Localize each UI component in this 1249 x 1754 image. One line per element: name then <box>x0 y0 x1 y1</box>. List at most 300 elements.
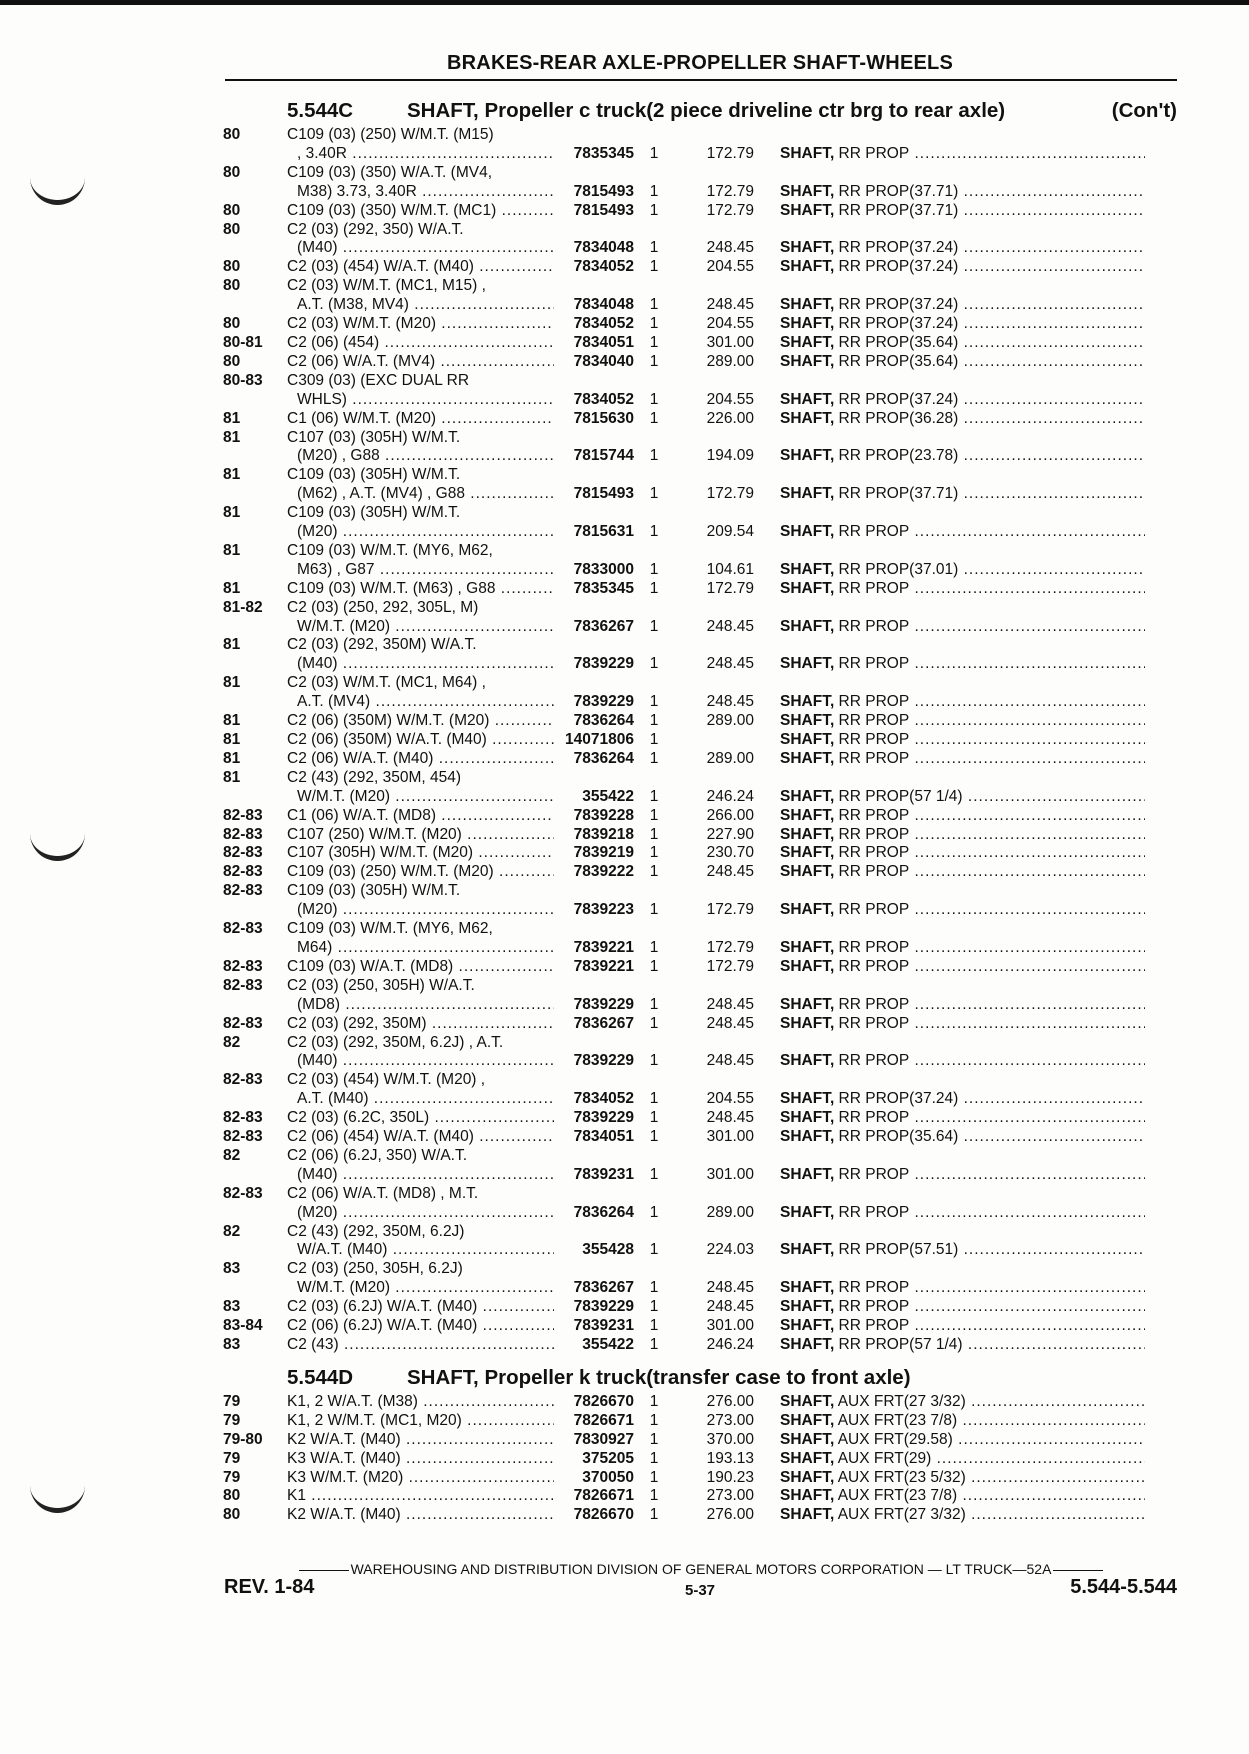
application-description <box>287 277 554 315</box>
part-name-noun: SHAFT, <box>780 957 835 975</box>
footer-division: WAREHOUSING AND DISTRIBUTION DIVISION OF GENERAL MOTORS CORPORATION — LT TRUCK—52A <box>350 1561 1052 1577</box>
part-name-spec: RR PROP <box>834 995 910 1013</box>
model-year: 82-83 <box>223 844 263 862</box>
page-top-border <box>0 0 1249 5</box>
quantity: 1 <box>649 901 659 919</box>
application-description <box>287 731 554 750</box>
model-year: 82-83 <box>223 863 263 881</box>
table-row <box>223 1487 1183 1506</box>
description-line: M64) ..... <box>287 939 554 958</box>
part-name <box>754 1166 1145 1185</box>
price: 172.79 <box>706 938 754 956</box>
application-description <box>287 221 554 259</box>
part-number: 7839229 <box>573 1052 634 1070</box>
part-name-noun: SHAFT, <box>780 749 835 767</box>
section-header <box>223 96 1183 126</box>
description-line: C2 (03) W/M.T. (MC1, M64) , <box>287 674 486 692</box>
part-name-noun: SHAFT, <box>780 296 835 314</box>
price: 172.79 <box>706 144 754 162</box>
application-description <box>287 750 554 769</box>
part-name <box>754 1052 1145 1071</box>
table-row <box>223 334 1183 353</box>
description-line: M63) , G87 ..... <box>287 561 554 580</box>
price: 289.00 <box>706 352 754 370</box>
description-line: K3 W/A.T. (M40) ..... <box>287 1450 554 1469</box>
description-line: C2 (03) (292, 350M) W/A.T. <box>287 636 477 654</box>
application-description <box>287 769 554 807</box>
application-description <box>287 863 554 882</box>
application-description <box>287 826 554 845</box>
price: 248.45 <box>706 655 754 673</box>
table-row <box>223 353 1183 372</box>
quantity: 1 <box>649 712 659 730</box>
part-number: 14071806 <box>565 731 634 748</box>
model-year: 79 <box>223 1411 241 1429</box>
part-name-noun: SHAFT, <box>780 1411 835 1429</box>
part-number: 7833000 <box>573 560 634 578</box>
part-name <box>754 353 1145 372</box>
part-number: 355422 <box>582 1336 634 1353</box>
price: 172.79 <box>706 485 754 503</box>
table-row <box>223 580 1183 599</box>
model-year: 81 <box>223 636 241 654</box>
part-name-spec: RR PROP(37.71) <box>834 201 959 219</box>
price: 289.00 <box>706 749 754 767</box>
model-year: 80 <box>223 277 241 295</box>
table-row <box>223 1336 1183 1355</box>
application-description <box>287 1431 554 1450</box>
price: 230.70 <box>706 844 754 862</box>
description-line: C109 (03) W/M.T. (M63) , G88 ..... <box>287 580 554 599</box>
part-number: 375205 <box>582 1449 634 1467</box>
part-number: 355428 <box>582 1241 634 1259</box>
table-row <box>223 599 1183 637</box>
model-year: 80 <box>223 1506 241 1524</box>
part-number: 7839221 <box>573 957 634 975</box>
table-row <box>223 1128 1183 1147</box>
table-row <box>223 258 1183 277</box>
model-year: 82 <box>223 1146 241 1164</box>
part-name-spec: RR PROP(37.01) <box>834 560 959 578</box>
part-name-spec: RR PROP <box>834 901 910 919</box>
part-name-noun: SHAFT, <box>780 352 835 370</box>
part-number: 7836267 <box>573 617 634 635</box>
application-description <box>287 1109 554 1128</box>
table-row <box>223 277 1183 315</box>
table-row <box>223 1260 1183 1298</box>
application-description <box>287 844 554 863</box>
application-description <box>287 542 554 580</box>
application-description <box>287 372 554 410</box>
quantity: 1 <box>649 1317 659 1335</box>
quantity: 1 <box>649 1487 659 1505</box>
part-name-spec: AUX FRT(27 3/32) <box>834 1392 966 1410</box>
table-row <box>223 1034 1183 1072</box>
description-line: C107 (305H) W/M.T. (M20) ..... <box>287 844 554 863</box>
description-line: C2 (06) (6.2J, 350) W/A.T. <box>287 1146 468 1164</box>
section-title: SHAFT, Propeller c truck(2 piece driveline ctr brg to rear axle) <box>407 99 1006 122</box>
quantity: 1 <box>649 1336 659 1353</box>
part-name <box>754 1431 1145 1450</box>
part-name <box>754 788 1145 807</box>
part-number: 7826671 <box>573 1411 634 1429</box>
model-year: 83 <box>223 1336 241 1353</box>
quantity: 1 <box>649 560 659 578</box>
part-name <box>754 712 1145 731</box>
section-code: 5.544D <box>287 1365 354 1389</box>
description-line: C2 (03) (292, 350M) ..... <box>287 1015 554 1034</box>
quantity: 1 <box>649 1449 659 1467</box>
model-year: 82-83 <box>223 1014 263 1032</box>
part-name-spec: RR PROP <box>834 731 910 748</box>
price: 248.45 <box>706 1298 754 1316</box>
part-name-noun: SHAFT, <box>780 693 835 711</box>
price: 227.90 <box>706 825 754 843</box>
application-description <box>287 1185 554 1223</box>
model-year: 81 <box>223 749 241 767</box>
part-name-spec: RR PROP <box>834 749 910 767</box>
quantity: 1 <box>649 693 659 711</box>
table-row <box>223 1506 1183 1525</box>
description-line: (M20) , G88 ..... <box>287 447 554 466</box>
description-line: K1, 2 W/A.T. (M38) ..... <box>287 1393 554 1412</box>
part-number: 7839229 <box>573 693 634 711</box>
quantity: 1 <box>649 1052 659 1070</box>
quantity: 1 <box>649 655 659 673</box>
part-name <box>754 958 1145 977</box>
table-row <box>223 1015 1183 1034</box>
quantity: 1 <box>649 938 659 956</box>
part-name <box>754 901 1145 920</box>
description-line: C2 (06) W/A.T. (M40) ..... <box>287 750 554 769</box>
part-name <box>754 1015 1145 1034</box>
model-year: 81 <box>223 731 241 748</box>
application-description <box>287 504 554 542</box>
quantity: 1 <box>649 787 659 805</box>
model-year: 80-83 <box>223 371 263 389</box>
part-name <box>754 731 1145 750</box>
table-row <box>223 1071 1183 1109</box>
part-name-spec: RR PROP(35.64) <box>834 333 959 351</box>
part-name-spec: RR PROP(57 1/4) <box>834 787 963 805</box>
table-row <box>223 977 1183 1015</box>
section-range: 5.544-5.544 <box>1070 1576 1177 1598</box>
table-row <box>223 504 1183 542</box>
application-description <box>287 807 554 826</box>
table-row <box>223 126 1183 164</box>
part-number: 7834051 <box>573 333 634 351</box>
part-name-spec: AUX FRT(23 5/32) <box>834 1468 966 1486</box>
part-name <box>754 1204 1145 1223</box>
description-line: WHLS) ..... <box>287 391 554 410</box>
application-description <box>287 353 554 372</box>
description-line: A.T. (M40) ..... <box>287 1090 554 1109</box>
price: 172.79 <box>706 182 754 200</box>
application-description <box>287 164 554 202</box>
part-name <box>754 447 1145 466</box>
table-row <box>223 221 1183 259</box>
quantity: 1 <box>649 1279 659 1297</box>
model-year: 80 <box>223 258 241 276</box>
part-name-noun: SHAFT, <box>780 409 835 427</box>
description-line: C109 (03) W/M.T. (MY6, M62, <box>287 541 493 559</box>
price: 248.45 <box>706 1014 754 1032</box>
description-line: C109 (03) (350) W/A.T. (MV4, <box>287 163 493 181</box>
application-description <box>287 580 554 599</box>
table-row <box>223 542 1183 580</box>
quantity: 1 <box>649 315 659 333</box>
part-name-spec: RR PROP(35.64) <box>834 352 959 370</box>
price: 301.00 <box>706 1165 754 1183</box>
part-number: 7834052 <box>573 315 634 333</box>
table-row <box>223 164 1183 202</box>
continued-label: (Con't) <box>1111 99 1177 122</box>
model-year: 82 <box>223 1033 241 1051</box>
model-year: 82-83 <box>223 825 263 843</box>
part-name-spec: RR PROP <box>834 655 910 673</box>
part-name-noun: SHAFT, <box>780 1430 835 1448</box>
description-line: C109 (03) (305H) W/M.T. <box>287 466 461 484</box>
part-name-noun: SHAFT, <box>780 655 835 673</box>
price: 248.45 <box>706 863 754 881</box>
price: 209.54 <box>706 523 754 541</box>
table-row <box>223 1223 1183 1261</box>
description-line: C109 (03) (250) W/M.T. (M20) ..... <box>287 863 554 882</box>
part-name-noun: SHAFT, <box>780 1449 835 1467</box>
footer-division-line <box>225 1561 1177 1577</box>
description-line: C2 (06) W/A.T. (MD8) , M.T. <box>287 1184 479 1202</box>
part-name-spec: AUX FRT(29.58) <box>834 1430 953 1448</box>
part-number: 7815493 <box>573 201 634 219</box>
description-line: , 3.40R ..... <box>287 145 554 164</box>
table-row <box>223 1431 1183 1450</box>
quantity: 1 <box>649 409 659 427</box>
quantity: 1 <box>649 749 659 767</box>
price: 301.00 <box>706 1317 754 1335</box>
part-name-noun: SHAFT, <box>780 1165 835 1183</box>
part-name-spec: RR PROP(35.64) <box>834 1128 959 1146</box>
description-line: (M40) ..... <box>287 1166 554 1185</box>
model-year: 81 <box>223 409 241 427</box>
model-year: 80 <box>223 315 241 333</box>
part-name-spec: RR PROP <box>834 844 910 862</box>
price: 204.55 <box>706 390 754 408</box>
description-line: C1 (06) W/A.T. (MD8) ..... <box>287 807 554 826</box>
model-year: 81 <box>223 541 241 559</box>
part-number: 7815630 <box>573 409 634 427</box>
application-description <box>287 1071 554 1109</box>
description-line: (M20) ..... <box>287 523 554 542</box>
part-name <box>754 693 1145 712</box>
model-year: 81 <box>223 504 241 522</box>
quantity: 1 <box>649 1203 659 1221</box>
model-year: 82-83 <box>223 882 263 900</box>
part-name-noun: SHAFT, <box>780 447 835 465</box>
quantity: 1 <box>649 806 659 824</box>
application-description <box>287 958 554 977</box>
application-description <box>287 1298 554 1317</box>
part-name <box>754 826 1145 845</box>
application-description <box>287 1128 554 1147</box>
description-line: C109 (03) (305H) W/M.T. <box>287 504 461 522</box>
part-name-noun: SHAFT, <box>780 1317 835 1335</box>
part-name-noun: SHAFT, <box>780 523 835 541</box>
application-description <box>287 1469 554 1488</box>
description-line: C2 (06) (6.2J) W/A.T. (M40) ..... <box>287 1317 554 1336</box>
description-line: C2 (06) (350M) W/M.T. (M20) ..... <box>287 712 554 731</box>
part-name-spec: RR PROP(57.51) <box>834 1241 959 1259</box>
application-description <box>287 882 554 920</box>
part-name-spec: RR PROP(37.24) <box>834 258 959 276</box>
table-row <box>223 1412 1183 1431</box>
part-number: 7839229 <box>573 655 634 673</box>
model-year: 82-83 <box>223 1109 263 1127</box>
part-name <box>754 258 1145 277</box>
table-row <box>223 429 1183 467</box>
quantity: 1 <box>649 731 659 748</box>
model-year: 80 <box>223 126 241 143</box>
application-description <box>287 258 554 277</box>
part-name-spec: RR PROP(37.71) <box>834 182 959 200</box>
section-title: SHAFT, Propeller k truck(transfer case to front axle) <box>407 1365 911 1389</box>
application-description <box>287 126 554 164</box>
description-line: W/M.T. (M20) ..... <box>287 788 554 807</box>
description-line: K1, 2 W/M.T. (MC1, M20) ..... <box>287 1412 554 1431</box>
part-name-spec: RR PROP <box>834 938 910 956</box>
part-number: 7835345 <box>573 579 634 597</box>
part-name-noun: SHAFT, <box>780 1052 835 1070</box>
quantity: 1 <box>649 1298 659 1316</box>
part-name-spec: RR PROP <box>834 1279 910 1297</box>
part-name-spec: RR PROP(37.24) <box>834 390 959 408</box>
part-name <box>754 1298 1145 1317</box>
price: 248.45 <box>706 693 754 711</box>
part-number: 7839222 <box>573 863 634 881</box>
description-line: A.T. (M38, MV4) ..... <box>287 296 554 315</box>
part-name-noun: SHAFT, <box>780 825 835 843</box>
part-name-spec: RR PROP <box>834 1298 910 1316</box>
quantity: 1 <box>649 485 659 503</box>
price: 301.00 <box>706 1128 754 1146</box>
part-name-spec: RR PROP <box>834 863 910 881</box>
quantity: 1 <box>649 1241 659 1259</box>
application-description <box>287 712 554 731</box>
model-year: 81-82 <box>223 598 263 616</box>
part-name-spec: AUX FRT(27 3/32) <box>834 1506 966 1524</box>
part-name-noun: SHAFT, <box>780 182 835 200</box>
part-name-noun: SHAFT, <box>780 579 835 597</box>
table-row <box>223 844 1183 863</box>
model-year: 81 <box>223 428 241 446</box>
price: 204.55 <box>706 315 754 333</box>
description-line: C2 (03) (250, 305H) W/A.T. <box>287 976 475 994</box>
model-year: 81 <box>223 466 241 484</box>
part-name <box>754 1450 1145 1469</box>
part-name-noun: SHAFT, <box>780 1298 835 1316</box>
part-name <box>754 1487 1145 1506</box>
part-name <box>754 1279 1145 1298</box>
part-name <box>754 618 1145 637</box>
model-year: 80-81 <box>223 333 263 351</box>
description-line: C2 (43) ..... <box>287 1336 554 1355</box>
application-description <box>287 636 554 674</box>
section-header <box>223 1363 1183 1393</box>
model-year: 82-83 <box>223 957 263 975</box>
application-description <box>287 1336 554 1355</box>
model-year: 81 <box>223 674 241 692</box>
part-name <box>754 334 1145 353</box>
part-name-spec: AUX FRT(23 7/8) <box>834 1411 958 1429</box>
price: 273.00 <box>706 1411 754 1429</box>
table-row <box>223 410 1183 429</box>
price: 248.45 <box>706 995 754 1013</box>
quantity: 1 <box>649 844 659 862</box>
part-name-spec: RR PROP <box>834 523 910 541</box>
application-description <box>287 1450 554 1469</box>
part-name <box>754 863 1145 882</box>
model-year: 80 <box>223 201 241 219</box>
binder-hole-mark <box>30 172 85 205</box>
quantity: 1 <box>649 201 659 219</box>
part-name-noun: SHAFT, <box>780 258 835 276</box>
part-name <box>754 410 1145 429</box>
description-line: W/M.T. (M20) ..... <box>287 618 554 637</box>
quantity: 1 <box>649 1506 659 1524</box>
part-name-noun: SHAFT, <box>780 1203 835 1221</box>
description-line: K2 W/A.T. (M40) ..... <box>287 1506 554 1525</box>
application-description <box>287 1412 554 1431</box>
description-line: A.T. (MV4) ..... <box>287 693 554 712</box>
table-row <box>223 1393 1183 1412</box>
table-row <box>223 1147 1183 1185</box>
quantity: 1 <box>649 1411 659 1429</box>
part-name <box>754 561 1145 580</box>
description-line: (M20) ..... <box>287 1204 554 1223</box>
quantity: 1 <box>649 1014 659 1032</box>
part-name-spec: RR PROP(37.24) <box>834 1090 959 1108</box>
model-year: 81 <box>223 768 241 786</box>
part-name <box>754 996 1145 1015</box>
part-name-spec: RR PROP <box>834 1165 910 1183</box>
application-description <box>287 1393 554 1412</box>
quantity: 1 <box>649 1430 659 1448</box>
part-name-noun: SHAFT, <box>780 1128 835 1146</box>
application-description <box>287 920 554 958</box>
model-year: 82-83 <box>223 920 263 938</box>
part-number: 7839219 <box>573 844 634 862</box>
title-underline <box>225 79 1177 81</box>
binder-hole-mark <box>30 828 85 861</box>
application-description <box>287 202 554 221</box>
table-row <box>223 1469 1183 1488</box>
part-number: 7834052 <box>573 258 634 276</box>
part-name <box>754 239 1145 258</box>
part-number: 7830927 <box>573 1430 634 1448</box>
application-description <box>287 1015 554 1034</box>
part-number: 7839223 <box>573 901 634 919</box>
part-name-noun: SHAFT, <box>780 1506 835 1524</box>
page-title: BRAKES-REAR AXLE-PROPELLER SHAFT-WHEELS <box>447 52 953 74</box>
description-line: (M20) ..... <box>287 901 554 920</box>
description-line: C107 (03) (305H) W/M.T. <box>287 428 461 446</box>
section-code: 5.544C <box>287 99 354 122</box>
binder-hole-mark <box>30 1480 85 1513</box>
model-year: 83 <box>223 1298 241 1316</box>
part-number: 7815744 <box>573 447 634 465</box>
quantity: 1 <box>649 352 659 370</box>
model-year: 82-83 <box>223 806 263 824</box>
part-name-noun: SHAFT, <box>780 1241 835 1259</box>
